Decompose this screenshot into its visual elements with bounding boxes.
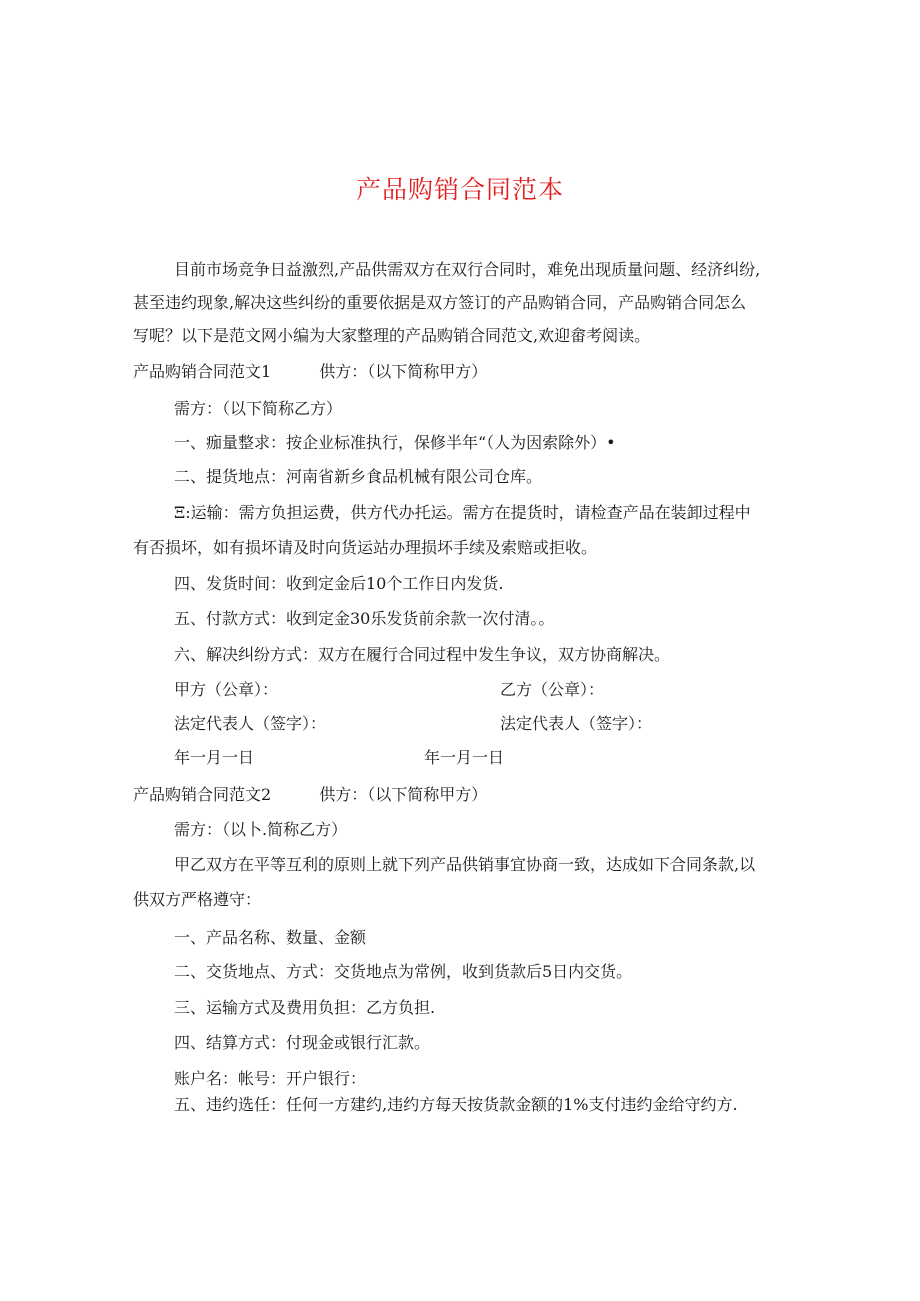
- contract2-preamble-line-1: 甲乙双方在平等互利的原则上就下列产品供销事宜协商一致，达成如下合同条款,以: [174, 855, 756, 874]
- contract1-party-a-rep: 法定代表人（签字）：: [174, 714, 327, 733]
- contract2-clause-1: 一、产品名称、数量、金额: [174, 928, 367, 947]
- contract1-date-b: 年一月一日: [424, 748, 505, 767]
- intro-line-2: 甚至违约现象,解决这些纠纷的重要依据是双方签订的产品购销合同，产品购销合同怎么: [133, 293, 747, 312]
- contract1-clause-3-line-2: 有否损坏，如有损坏请及时向货运站办理损坏手续及索赔或拒收。: [133, 538, 598, 557]
- contract1-clause-6: 六、解决纠纷方式：双方在履行合同过程中发生争议，双方协商解决。: [174, 645, 671, 664]
- contract2-clause-2: 二、交货地点、方式：交货地点为常例，收到货款后5日内交货。: [174, 962, 633, 981]
- contract1-party-b-rep: 法定代表人（签字）：: [500, 714, 653, 733]
- intro-line-1: 目前市场竞争日益激烈,产品供需双方在双行合同时，难免出现质量问题、经济纠纷,: [174, 260, 761, 279]
- contract2-supplier: 供方：（以下简称甲方）: [319, 785, 488, 804]
- contract1-clause-1: 一、痂量整求：按企业标准执行，保修半年“（人为因索除外）•: [174, 433, 616, 452]
- contract1-buyer: 需方：（以下简称乙方）: [174, 399, 343, 418]
- contract2-account: 账户名：帐号：开户银行：: [174, 1069, 367, 1088]
- contract2-heading-row: [133, 784, 487, 806]
- contract1-party-a-seal: 甲方（公章）：: [174, 680, 279, 699]
- contract2-clause-4: 四、结算方式：付现金或银行汇款。: [174, 1033, 431, 1052]
- intro-line-3: 写呢？以下是范文网小编为大家整理的产品购销合同范文,欢迎畲考阅读。: [133, 326, 651, 345]
- contract1-party-b-seal: 乙方（公章）：: [500, 680, 605, 699]
- document-title: 产品购销合同范本: [355, 175, 564, 204]
- contract2-preamble-line-2: 供双方严格遵守：: [133, 890, 262, 909]
- contract2-buyer: 需方：（以卜.简称乙方）: [174, 820, 348, 839]
- contract1-clause-4: 四、发货时间：收到定金后10个工作日内发货.: [174, 574, 504, 593]
- contract1-clause-3-line-1: Ξ:运输：需方负担运费，供方代办托运。需方在提货时，请检查产品在装卸过程中: [174, 503, 751, 522]
- contract1-clause-2: 二、提货地点：河南省新乡食品机械有限公司仓库。: [174, 467, 543, 486]
- contract2-heading: 产品购销合同范文2: [133, 785, 272, 804]
- contract1-date-a: 年一月一日: [174, 748, 255, 767]
- contract2-clause-5: 五、违约选任：任何一方建约,违约方每天按货款金额的1%支付违约金给守约方.: [174, 1095, 738, 1114]
- contract1-heading-row: [133, 361, 487, 383]
- contract1-supplier: 供方：（以下简称甲方）: [319, 362, 488, 381]
- contract2-clause-3: 三、运输方式及费用负担：乙方负担.: [174, 998, 436, 1017]
- contract1-clause-5: 五、付款方式：收到定金30乐发货前余款一次付清。。: [174, 609, 555, 628]
- contract1-heading: 产品购销合同范文1: [133, 362, 272, 381]
